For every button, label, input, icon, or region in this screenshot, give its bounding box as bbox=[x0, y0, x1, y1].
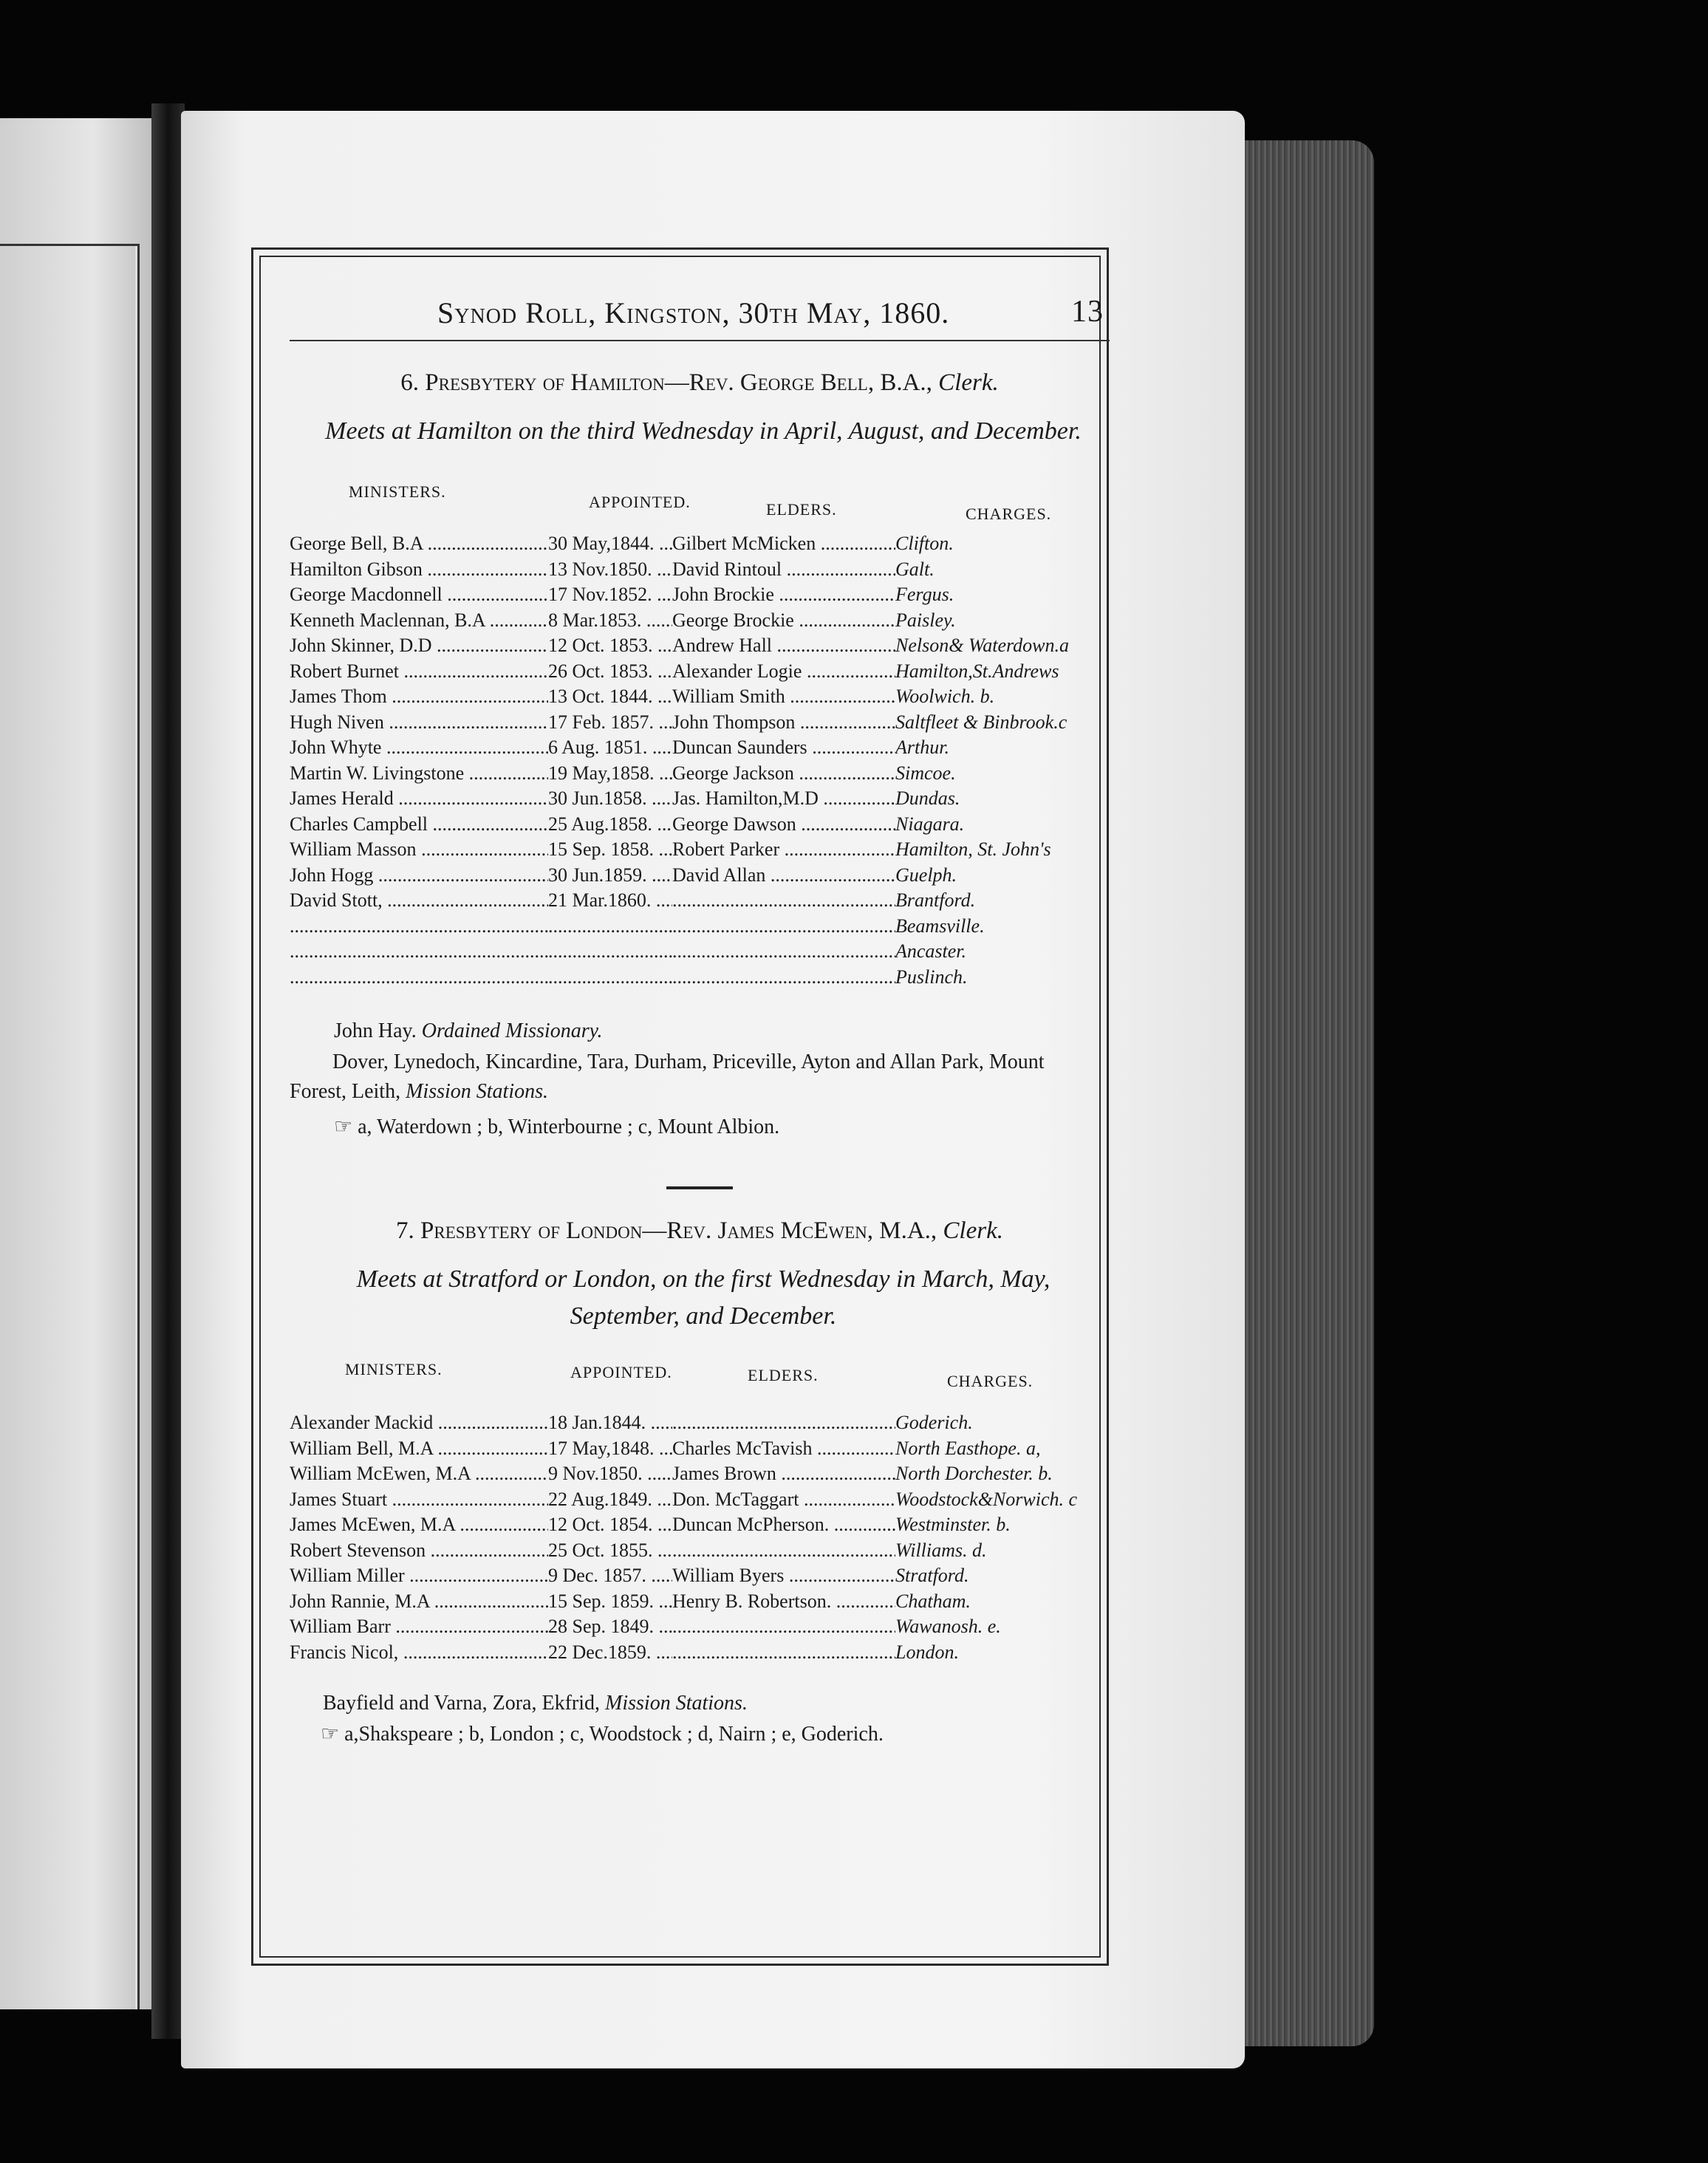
book-gutter bbox=[151, 103, 185, 2039]
elder-cell: Alexander Logie ..... bbox=[672, 660, 895, 683]
elder-cell: David Allan ..... bbox=[672, 864, 895, 886]
appointed-cell: 30 Jun.1858. ..... bbox=[548, 787, 672, 810]
elder-cell: James Brown ..... bbox=[672, 1463, 895, 1485]
minister-cell: William McEwen, M.A ..... bbox=[290, 1463, 548, 1485]
table-row bbox=[290, 1514, 1110, 1540]
minister-cell: George Bell, B.A ..... bbox=[290, 533, 548, 555]
table-row bbox=[290, 584, 1110, 609]
elder-cell bbox=[672, 940, 895, 963]
minister-cell: William Masson ..... bbox=[290, 838, 548, 861]
appointed-cell: 17 Nov.1852. ..... bbox=[548, 584, 672, 606]
charge-cell: Nelson& Waterdown.a bbox=[895, 635, 1069, 656]
appointed-cell: 21 Mar.1860. ..... bbox=[548, 889, 672, 912]
charge-cell: Stratford. bbox=[895, 1565, 969, 1586]
elder-cell: William Byers ..... bbox=[672, 1565, 895, 1587]
appointed-cell bbox=[548, 940, 672, 963]
minister-cell: Hugh Niven ..... bbox=[290, 711, 548, 734]
charge-cell: Beamsville. bbox=[895, 915, 985, 937]
elder-cell bbox=[672, 1412, 895, 1434]
appointed-cell: 19 May,1858. ..... bbox=[548, 762, 672, 785]
page-number: 13 bbox=[1071, 295, 1104, 329]
charge-cell: Arthur. bbox=[895, 737, 949, 758]
elder-cell bbox=[672, 966, 895, 988]
missionary-note bbox=[290, 1016, 1110, 1046]
mission-stations-label: Mission Stations. bbox=[406, 1080, 549, 1103]
table-row bbox=[290, 915, 1110, 941]
charge-cell: North Dorchester. b. bbox=[895, 1463, 1053, 1484]
mission-stations-label: Mission Stations. bbox=[605, 1692, 748, 1715]
previous-page-edge bbox=[0, 118, 155, 2009]
minister-cell: John Hogg ..... bbox=[290, 864, 548, 886]
section-title bbox=[290, 1217, 1110, 1245]
table-row bbox=[290, 838, 1110, 864]
charge-cell: London. bbox=[895, 1641, 959, 1663]
section-title-text: 7. Presbytery of London—Rev. James McEwen, M.A., bbox=[396, 1217, 937, 1244]
mission-stations bbox=[290, 1689, 1110, 1718]
charge-cell: Clifton. bbox=[895, 533, 954, 554]
mission-stations-places: Bayfield and Varna, Zora, Ekfrid, bbox=[323, 1692, 601, 1715]
elder-cell: Don. McTaggart ..... bbox=[672, 1489, 895, 1511]
minister-cell: Martin W. Livingstone ..... bbox=[290, 762, 548, 785]
elder-cell: David Rintoul ..... bbox=[672, 558, 895, 581]
appointed-cell: 12 Oct. 1854. ..... bbox=[548, 1514, 672, 1536]
section-divider bbox=[666, 1186, 733, 1189]
roll-table bbox=[290, 533, 1110, 991]
minister-cell: George Macdonnell ..... bbox=[290, 584, 548, 606]
charge-cell: Guelph. bbox=[895, 864, 957, 886]
appointed-cell bbox=[548, 915, 672, 937]
footnote: ☞ a,Shakspeare ; b, London ; c, Woodstock ; d, Nairn ; e, Goderich. bbox=[321, 1723, 884, 1746]
minister-cell bbox=[290, 915, 548, 937]
meeting-info: Meets at Hamilton on the third Wednesday in April, August, and December. bbox=[325, 417, 1082, 445]
elder-cell: George Dawson ..... bbox=[672, 813, 895, 836]
minister-cell: Charles Campbell ..... bbox=[290, 813, 548, 836]
header-ministers: MINISTERS. bbox=[345, 1360, 443, 1378]
section-title-text: 6. Presbytery of Hamilton—Rev. George Bell, B.A., bbox=[400, 369, 932, 396]
footnote: ☞ a, Waterdown ; b, Winterbourne ; c, Mount Albion. bbox=[334, 1115, 780, 1138]
minister-cell bbox=[290, 966, 548, 988]
elder-cell bbox=[672, 889, 895, 912]
minister-cell: Alexander Mackid ..... bbox=[290, 1412, 548, 1434]
table-row bbox=[290, 533, 1110, 558]
header-appointed: APPOINTED. bbox=[570, 1363, 672, 1381]
roll-table bbox=[290, 1412, 1110, 1667]
appointed-cell: 12 Oct. 1853. ..... bbox=[548, 635, 672, 657]
elder-cell: Robert Parker ..... bbox=[672, 838, 895, 861]
mission-stations bbox=[290, 1048, 1110, 1107]
charge-cell: Simcoe. bbox=[895, 762, 956, 784]
charge-cell: Dundas. bbox=[895, 787, 960, 809]
charge-cell: Williams. d. bbox=[895, 1539, 987, 1561]
charge-cell: Galt. bbox=[895, 558, 935, 580]
elder-cell: John Brockie ..... bbox=[672, 584, 895, 606]
appointed-cell: 9 Nov.1850. ..... bbox=[548, 1463, 672, 1485]
clerk-label: Clerk. bbox=[938, 369, 999, 396]
appointed-cell: 15 Sep. 1859. ..... bbox=[548, 1590, 672, 1613]
header-elders: ELDERS. bbox=[748, 1366, 819, 1384]
appointed-cell: 18 Jan.1844. ..... bbox=[548, 1412, 672, 1434]
table-row bbox=[290, 686, 1110, 711]
elder-cell bbox=[672, 915, 895, 937]
charge-cell: North Easthope. a, bbox=[895, 1437, 1041, 1459]
column-headers bbox=[290, 476, 1110, 533]
charge-cell: Brantford. bbox=[895, 889, 976, 911]
charge-cell: Hamilton, St. John's bbox=[895, 838, 1051, 860]
charge-cell: Ancaster. bbox=[895, 940, 967, 962]
elder-cell: George Brockie ..... bbox=[672, 609, 895, 632]
elder-cell: Andrew Hall ..... bbox=[672, 635, 895, 657]
header-ministers: MINISTERS. bbox=[349, 482, 446, 501]
appointed-cell: 30 May,1844. ..... bbox=[548, 533, 672, 555]
appointed-cell: 28 Sep. 1849. ..... bbox=[548, 1616, 672, 1638]
elder-cell: Gilbert McMicken ..... bbox=[672, 533, 895, 555]
missionary-role: Ordained Missionary. bbox=[421, 1019, 603, 1042]
charge-cell: Fergus. bbox=[895, 584, 954, 605]
running-head-title: Synod Roll, Kingston, 30th May, 1860. bbox=[437, 296, 950, 329]
minister-cell: John Rannie, M.A ..... bbox=[290, 1590, 548, 1613]
table-row bbox=[290, 1540, 1110, 1565]
appointed-cell: 9 Dec. 1857. ..... bbox=[548, 1565, 672, 1587]
table-row bbox=[290, 1489, 1110, 1514]
elder-cell: Henry B. Robertson. ..... bbox=[672, 1590, 895, 1613]
table-row bbox=[290, 1590, 1110, 1616]
appointed-cell: 13 Oct. 1844. ..... bbox=[548, 686, 672, 708]
elder-cell: Duncan McPherson. ..... bbox=[672, 1514, 895, 1536]
table-row bbox=[290, 762, 1110, 788]
charge-cell: Woodstock&Norwich. c bbox=[895, 1488, 1078, 1510]
table-row bbox=[290, 787, 1110, 813]
table-row bbox=[290, 558, 1110, 584]
page-content bbox=[290, 281, 1110, 1749]
minister-cell: James McEwen, M.A ..... bbox=[290, 1514, 548, 1536]
table-row bbox=[290, 940, 1110, 966]
presbytery-section bbox=[290, 369, 1110, 1142]
minister-cell: Robert Stevenson ..... bbox=[290, 1540, 548, 1562]
table-row bbox=[290, 864, 1110, 890]
elder-cell: John Thompson ..... bbox=[672, 711, 895, 734]
header-elders: ELDERS. bbox=[766, 500, 837, 519]
appointed-cell: 22 Aug.1849. ..... bbox=[548, 1489, 672, 1511]
clerk-label: Clerk. bbox=[943, 1217, 1003, 1244]
charge-cell: Wawanosh. e. bbox=[895, 1616, 1001, 1637]
elder-cell: George Jackson ..... bbox=[672, 762, 895, 785]
missionary-name: John Hay. bbox=[334, 1019, 417, 1042]
table-row bbox=[290, 737, 1110, 762]
table-row bbox=[290, 813, 1110, 839]
charge-cell: Chatham. bbox=[895, 1590, 971, 1612]
table-row bbox=[290, 660, 1110, 686]
table-row bbox=[290, 889, 1110, 915]
minister-cell: Kenneth Maclennan, B.A ..... bbox=[290, 609, 548, 632]
charge-cell: Paisley. bbox=[895, 609, 956, 631]
table-row bbox=[290, 711, 1110, 737]
minister-cell: James Thom ..... bbox=[290, 686, 548, 708]
minister-cell: John Whyte ..... bbox=[290, 737, 548, 759]
table-row bbox=[290, 635, 1110, 660]
elder-cell: William Smith ..... bbox=[672, 686, 895, 708]
table-row bbox=[290, 1412, 1110, 1438]
appointed-cell: 6 Aug. 1851. ..... bbox=[548, 737, 672, 759]
table-row bbox=[290, 966, 1110, 992]
appointed-cell: 8 Mar.1853. ..... bbox=[548, 609, 672, 632]
charge-cell: Hamilton,St.Andrews bbox=[895, 660, 1059, 682]
meeting-info: Meets at Stratford or London, on the first Wednesday in March, May, September, and December. bbox=[356, 1265, 1051, 1330]
elder-cell bbox=[672, 1540, 895, 1562]
table-row bbox=[290, 1463, 1110, 1489]
charge-cell: Westminster. b. bbox=[895, 1514, 1011, 1535]
minister-cell: Robert Burnet ..... bbox=[290, 660, 548, 683]
minister-cell: William Bell, M.A ..... bbox=[290, 1438, 548, 1460]
elder-cell: Charles McTavish ..... bbox=[672, 1438, 895, 1460]
header-charges: CHARGES. bbox=[947, 1372, 1034, 1390]
appointed-cell: 15 Sep. 1858. ..... bbox=[548, 838, 672, 861]
charge-cell: Niagara. bbox=[895, 813, 965, 835]
minister-cell: John Skinner, D.D ..... bbox=[290, 635, 548, 657]
table-row bbox=[290, 1616, 1110, 1641]
table-row bbox=[290, 1641, 1110, 1667]
appointed-cell: 17 May,1848. ..... bbox=[548, 1438, 672, 1460]
appointed-cell: 22 Dec.1859. ..... bbox=[548, 1641, 672, 1664]
minister-cell: William Barr ..... bbox=[290, 1616, 548, 1638]
mission-stations-places: Dover, Lynedoch, Kincardine, Tara, Durham, Priceville, Ayton and Allan Park, Mount Forest, Leith, bbox=[290, 1050, 1045, 1103]
table-row bbox=[290, 1565, 1110, 1590]
appointed-cell: 25 Oct. 1855. ..... bbox=[548, 1540, 672, 1562]
minister-cell bbox=[290, 940, 548, 963]
elder-cell bbox=[672, 1641, 895, 1664]
header-charges: CHARGES. bbox=[966, 505, 1052, 523]
section-title bbox=[290, 369, 1110, 397]
minister-cell: William Miller ..... bbox=[290, 1565, 548, 1587]
minister-cell: James Stuart ..... bbox=[290, 1489, 548, 1511]
appointed-cell: 25 Aug.1858. ..... bbox=[548, 813, 672, 836]
charge-cell: Saltfleet & Binbrook.c bbox=[895, 711, 1068, 733]
charge-cell: Puslinch. bbox=[895, 966, 968, 988]
minister-cell: James Herald ..... bbox=[290, 787, 548, 810]
minister-cell: David Stott, ..... bbox=[290, 889, 548, 912]
table-row bbox=[290, 1438, 1110, 1463]
minister-cell: Hamilton Gibson ..... bbox=[290, 558, 548, 581]
minister-cell: Francis Nicol, ..... bbox=[290, 1641, 548, 1664]
running-head bbox=[290, 281, 1110, 341]
elder-cell bbox=[672, 1616, 895, 1638]
header-appointed: APPOINTED. bbox=[589, 493, 691, 511]
previous-page-frame bbox=[0, 244, 140, 2009]
book-fore-edge bbox=[1226, 140, 1374, 2046]
appointed-cell: 13 Nov.1850. ..... bbox=[548, 558, 672, 581]
appointed-cell bbox=[548, 966, 672, 988]
presbytery-section bbox=[290, 1217, 1110, 1749]
elder-cell: Jas. Hamilton,M.D ..... bbox=[672, 787, 895, 810]
table-row bbox=[290, 609, 1110, 635]
appointed-cell: 17 Feb. 1857. ..... bbox=[548, 711, 672, 734]
elder-cell: Duncan Saunders ..... bbox=[672, 737, 895, 759]
appointed-cell: 30 Jun.1859. ..... bbox=[548, 864, 672, 886]
charge-cell: Goderich. bbox=[895, 1412, 973, 1433]
charge-cell: Woolwich. b. bbox=[895, 686, 995, 707]
column-headers bbox=[290, 1356, 1110, 1412]
appointed-cell: 26 Oct. 1853. ..... bbox=[548, 660, 672, 683]
